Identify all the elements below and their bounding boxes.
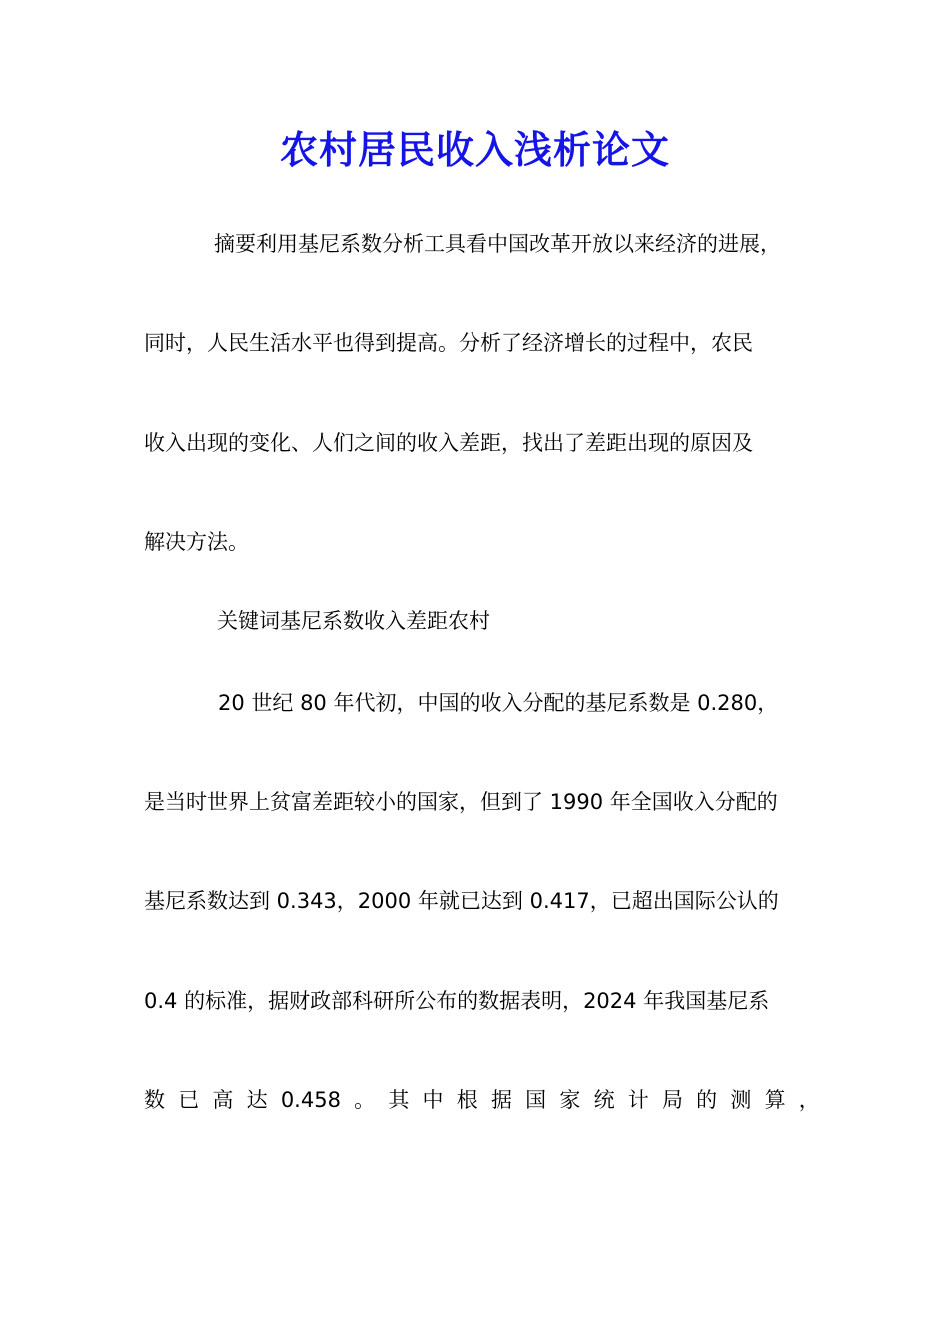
abstract-line-1: 摘要利用基尼系数分析工具看中国改革开放以来经济的进展， <box>214 232 781 256</box>
body-line-4: 0.4 的标准，据财政部科研所公布的数据表明，2024 年我国基尼系 <box>144 989 770 1013</box>
body-line-5-token: 0.458 <box>280 1088 341 1112</box>
keywords-line: 关键词基尼系数收入差距农村 <box>217 609 490 633</box>
body-line-5-token: 根 <box>456 1088 478 1112</box>
body-line-5 <box>144 1085 820 1115</box>
body-line-5-token: 测 <box>730 1088 752 1112</box>
abstract-line-3: 收入出现的变化、人们之间的收入差距，找出了差距出现的原因及 <box>144 431 753 455</box>
body-line-5-token: 统 <box>593 1088 615 1112</box>
body-line-5-token: 达 <box>246 1088 268 1112</box>
body-line-1: 20 世纪 80 年代初，中国的收入分配的基尼系数是 0.280， <box>218 691 779 715</box>
body-line-5-token: 的 <box>696 1088 718 1112</box>
body-line-3: 基尼系数达到 0.343，2000 年就已达到 0.417，已超出国际公认的 <box>144 889 779 913</box>
body-line-5-token: 计 <box>627 1088 649 1112</box>
body-line-5-token: 高 <box>212 1088 234 1112</box>
body-line-5-token: 国 <box>525 1088 547 1112</box>
abstract-line-2: 同时，人民生活水平也得到提高。分析了经济增长的过程中，农民 <box>144 331 753 355</box>
document-title: 农村居民收入浅析论文 <box>279 127 670 172</box>
abstract-line-4: 解决方法。 <box>144 530 249 554</box>
body-line-5-token: 。 <box>354 1088 376 1112</box>
body-line-5-token: 算 <box>764 1088 786 1112</box>
body-line-5-token: 其 <box>388 1088 410 1112</box>
body-line-5-token: 局 <box>661 1088 683 1112</box>
body-line-5-token: 已 <box>178 1088 200 1112</box>
body-line-5-token: ， <box>798 1088 820 1112</box>
body-line-2: 是当时世界上贫富差距较小的国家，但到了 1990 年全国收入分配的 <box>144 790 778 814</box>
body-line-5-token: 中 <box>422 1088 444 1112</box>
body-line-5-token: 家 <box>559 1088 581 1112</box>
body-line-5-token: 据 <box>490 1088 512 1112</box>
body-line-5-token: 数 <box>144 1088 165 1112</box>
